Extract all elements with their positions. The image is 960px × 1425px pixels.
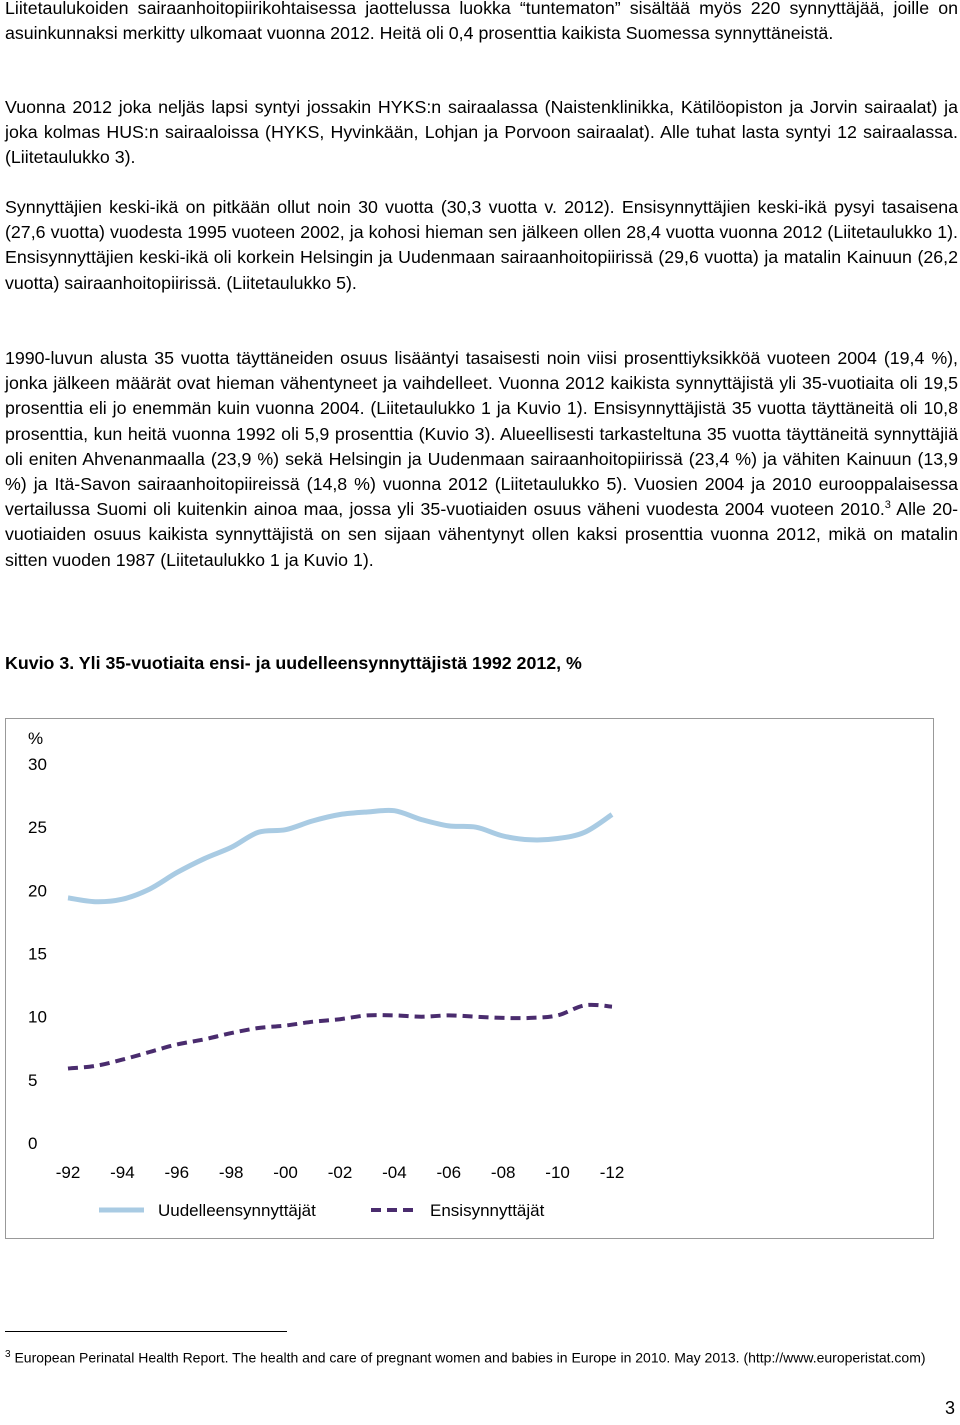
x-tick-label: -92 [55,1163,81,1182]
paragraph-over-35-share [5,346,958,573]
paragraph-text-part: 1990-luvun alusta 35 vuotta täyttäneiden osuus lisääntyi tasaisesti noin viisi prosenttiyksikköä vuoteen 2004 (19,4 %), jonka jälkeen määrät ovat hieman vähentyneet ja vaihdelleet. Vuonna 2012 kaikista synnyttäjistä yli 35-vuotiaita oli 19,5 prosenttia eli jo enemmän kuin vuonna 2004. (Liitetaulukko 1 ja Kuvio 1). Ensisynnyttäjistä 35 vuotta täyttäneitä oli 10,8 prosenttia, kun heitä vuonna 1992 oli 5,9 prosenttia (Kuvio 3). Alueellisesti tarkasteltuna 35 vuotta täyttäneitä synnyttäjiä oli eniten Ahvenanmaalla (23,9 %) sekä Helsingin ja Uudenmaan sairaanhoitopiirissä (23,4 %) ja vähiten Kainuun (13,9 %) ja Itä-Savon sairaanhoitopiireissä (14,8 %) vuonna 2012 (Liitetaulukko 5). Vuosien 2004 ja 2010 eurooppalaisessa vertailussa Suomi oli kuitenkin ainoa maa, jossa yli 35-vuotiaiden osuus väheni vuodesta 2004 vuoteen 2010. [5,348,958,520]
series-line-ensisynnyttajat [68,1005,612,1069]
series-line-uudelleensynnyttajat [68,810,612,901]
x-tick-label: -08 [490,1163,516,1182]
y-tick-label: 15 [28,944,47,964]
footnote-separator [5,1331,287,1332]
page-number: 3 [944,1398,955,1418]
x-tick-label: -96 [164,1163,190,1182]
footnote-text: European Perinatal Health Report. The health and care of pregnant women and babies in Europe in 2010. May 2013. (http://www.europeristat.com) [14,1349,926,1366]
figure-caption: Kuvio 3. Yli 35-vuotiaita ensi- ja uudelleensynnyttäjistä 1992 2012, % [5,653,582,673]
x-tick-label: -10 [545,1163,570,1182]
footnote [5,1345,955,1368]
paragraph-unknown-region: Liitetaulukoiden sairaanhoitopiirikohtaisessa jaottelussa luokka “tuntematon” sisältää myös 220 synnyttäjää, joille on asuinkunnaksi merkitty ulkomaat vuonna 2012. Heitä oli 0,4 prosenttia kaikista Suomessa synnyttäneistä. [5,0,958,44]
y-tick-label: 5 [28,1070,38,1090]
y-tick-label: 25 [28,818,47,838]
paragraph-mean-age: Synnyttäjien keski-ikä on pitkään ollut noin 30 vuotta (30,3 vuotta v. 2012). Ensisynnyttäjien keski-ikä pysyi tasaisena (27,6 vuotta) vuodesta 1995 vuoteen 2002, ja kohosi hieman sen jälkeen ollen 28,4 vuotta vuonna 2012 (Liitetaulukko 1). Ensisynnyttäjien keski-ikä oli korkein Helsingin ja Uudenmaan sairaanhoitopiirissä (29,6 vuotta) ja matalin Kainuun (26,2 vuotta) sairaanhoitopiirissä. (Liitetaulukko 5). [5,197,958,293]
x-tick-label: -04 [382,1163,407,1182]
x-tick-label: -94 [110,1163,135,1182]
y-tick-label: 10 [28,1007,47,1027]
footnote-number: 3 [5,1349,11,1360]
paragraph-text-part: Alle 20-vuotiaiden osuus kaikista synnyttäjistä on sen sijaan vähentynyt ollen kaksi prosenttia vuonna 2012, mikä on matalin sitten vuoden 1987 (Liitetaulukko 1 ja Kuvio 1). [5,499,959,570]
y-axis-label: % [28,729,44,748]
paragraph-hyks-births: Vuonna 2012 joka neljäs lapsi syntyi jossakin HYKS:n sairaalassa (Naistenklinikka, Kätilöopiston ja Jorvin sairaalat) ja joka kolmas HUS:n sairaaloissa (HYKS, Hyvinkään, Lohjan ja Porvoon sairaalat). Alle tuhat lasta syntyi 12 sairaalassa. (Liitetaulukko 3). [5,97,958,168]
footnote-reference: 3 [884,499,891,512]
y-tick-label: 30 [28,755,47,774]
line-chart [5,718,934,1239]
x-tick-label: -00 [273,1163,298,1182]
legend-label: Ensisynnyttäjät [430,1201,545,1220]
x-tick-label: -06 [436,1163,462,1182]
chart-canvas [6,719,935,1240]
y-tick-label: 0 [28,1134,38,1153]
x-tick-label: -12 [599,1163,625,1182]
y-tick-label: 20 [28,881,47,901]
x-tick-label: -02 [327,1163,353,1182]
x-tick-label: -98 [218,1163,244,1182]
legend-label: Uudelleensynnyttäjät [158,1201,316,1220]
